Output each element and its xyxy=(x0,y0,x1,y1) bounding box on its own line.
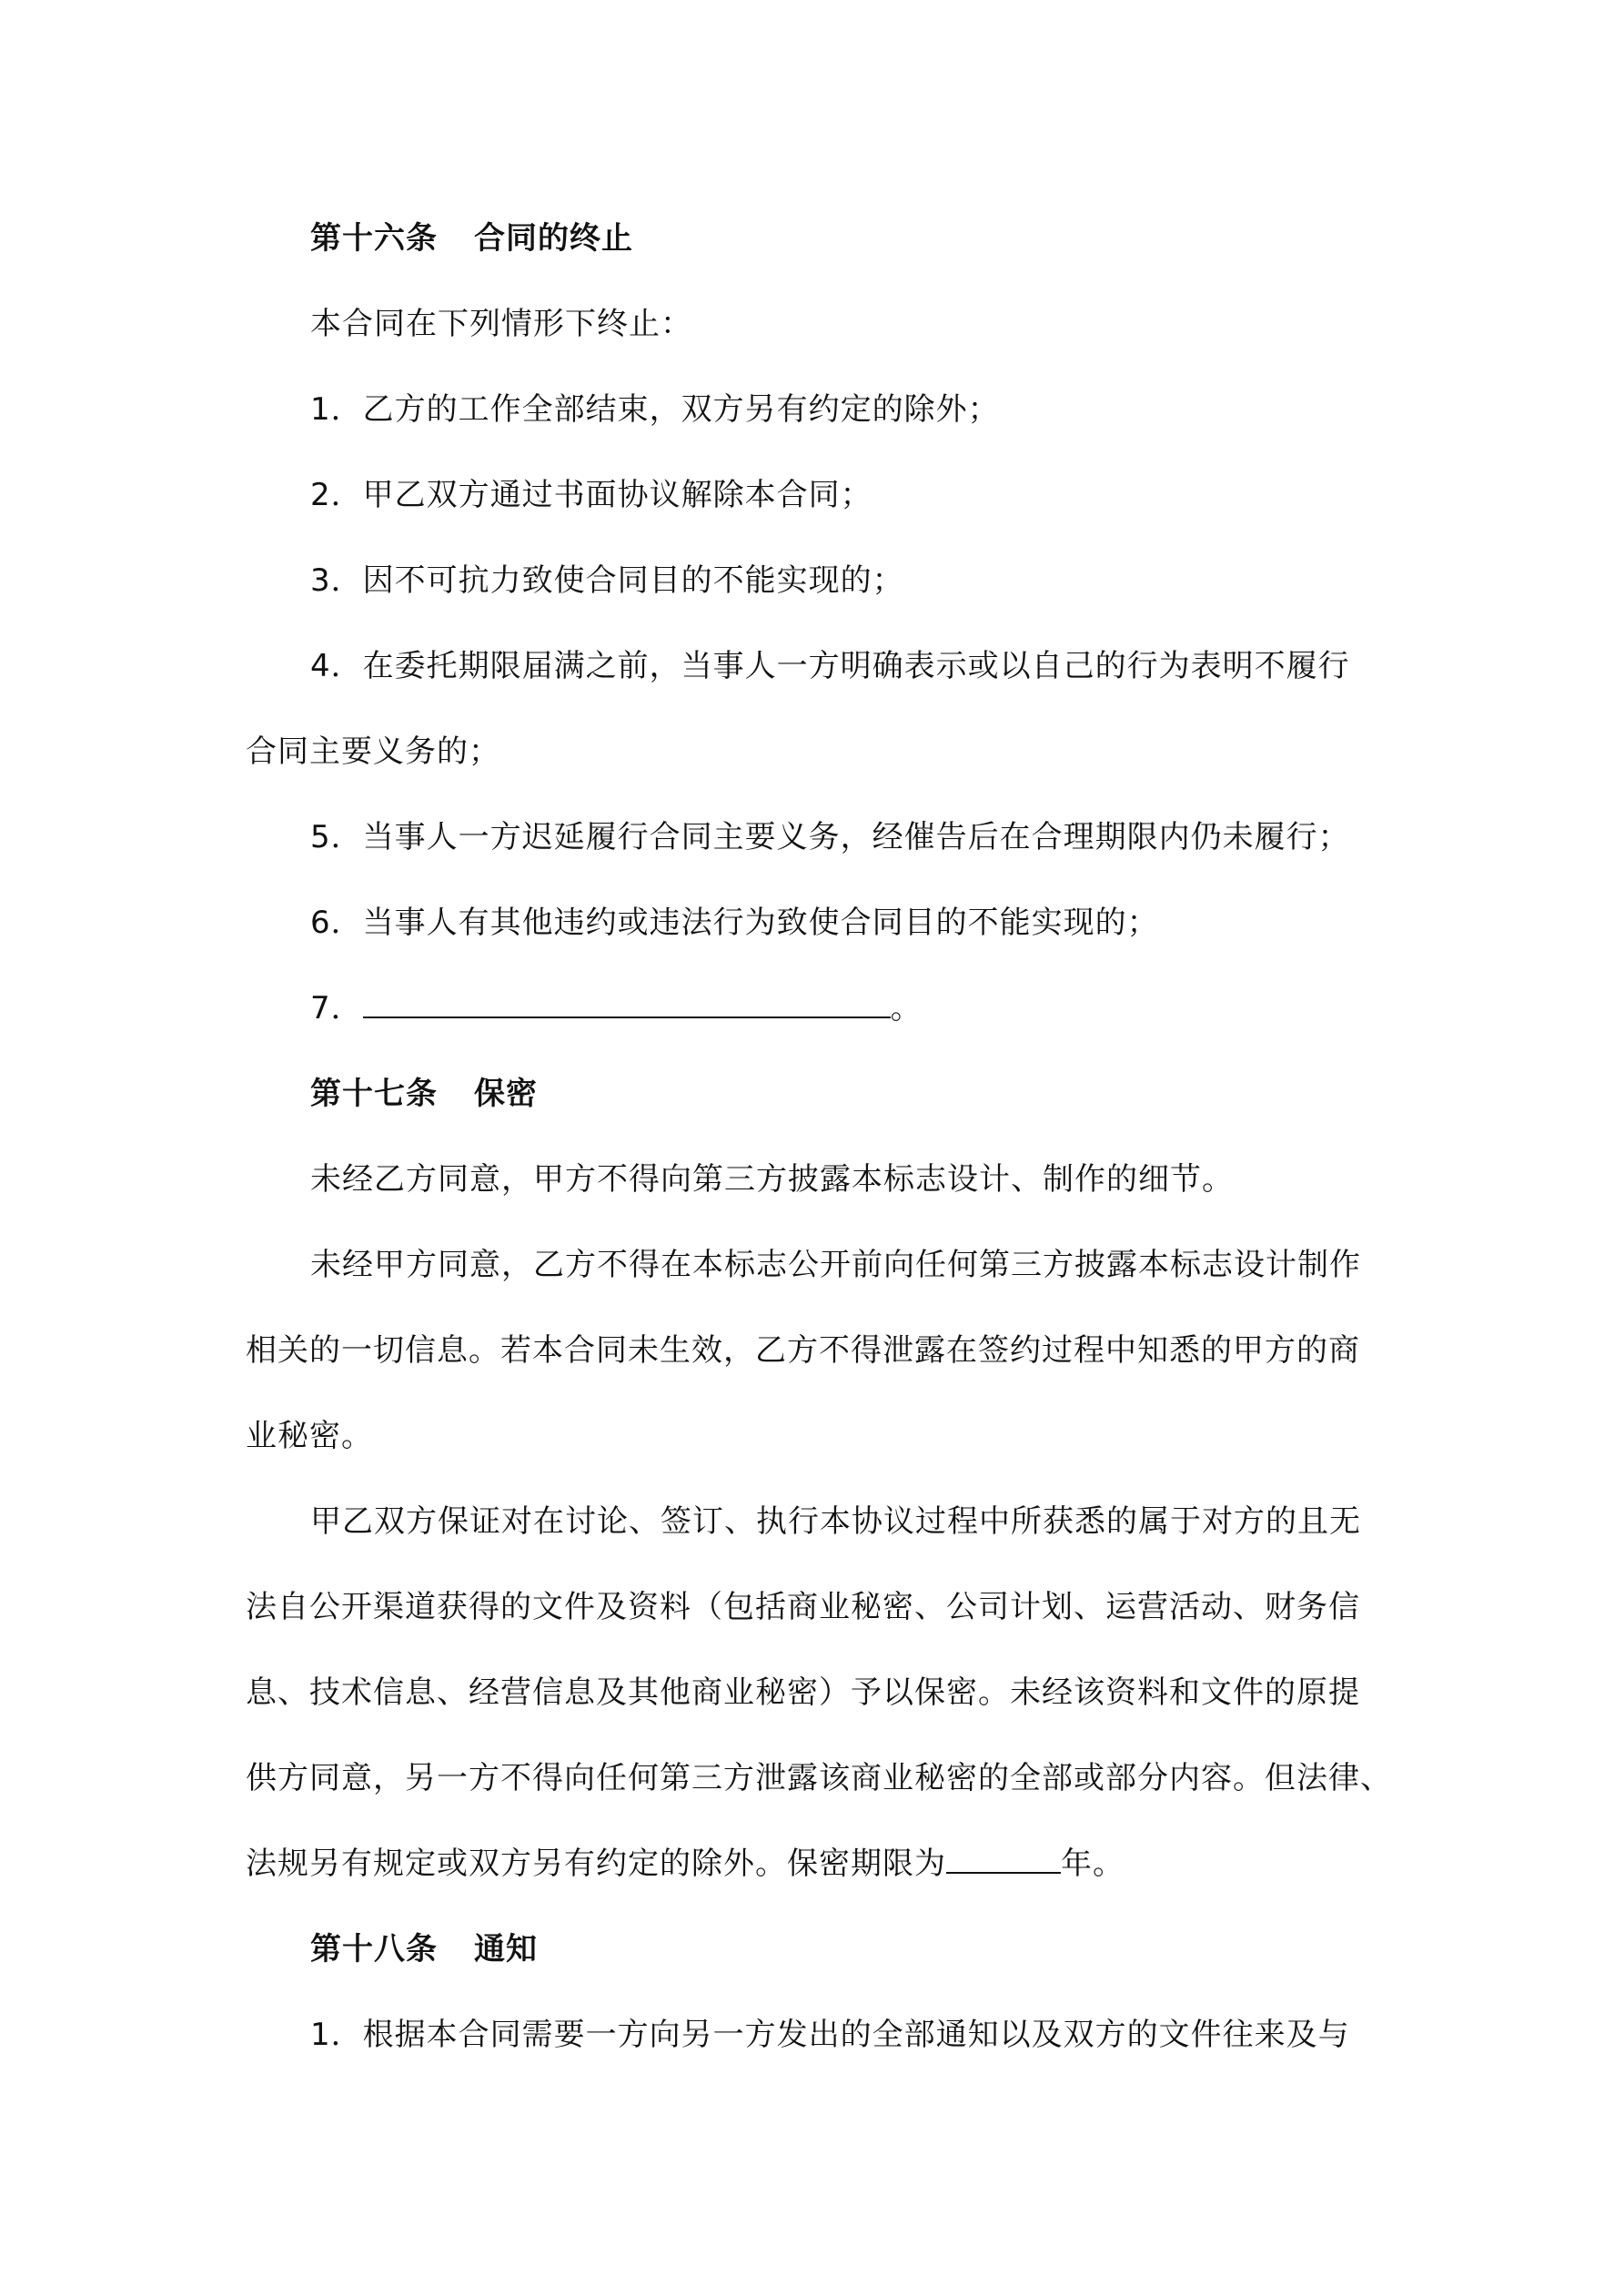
article-18-heading xyxy=(246,1926,1457,1973)
article-18-title: 通知 xyxy=(474,1931,538,1967)
article-17-paragraph-3-line-1: 甲乙双方保证对在讨论、签订、执行本协议过程中所获悉的属于对方的且无 xyxy=(310,1503,1361,1540)
article-16-item-7 xyxy=(246,985,1457,1032)
article-17-paragraph-3-line-5 xyxy=(246,1840,1392,1887)
confidentiality-term-suffix: 年。 xyxy=(1061,1846,1125,1882)
article-17-paragraph-2-line-1: 未经甲方同意，乙方不得在本标志公开前向任何第三方披露本标志设计制作 xyxy=(310,1247,1361,1283)
article-16-item-7-prefix: 7． xyxy=(310,990,363,1027)
article-16-item-6: 6．当事人有其他违约或违法行为致使合同目的不能实现的； xyxy=(310,905,1159,941)
article-17-paragraph-3-line-3: 息、技术信息、经营信息及其他商业秘密）予以保密。未经该资料和文件的原提 xyxy=(246,1674,1360,1711)
article-16-item-2: 2．甲乙双方通过书面协议解除本合同； xyxy=(310,477,873,513)
article-17-heading xyxy=(246,1070,1457,1118)
article-16-item-5: 5．当事人一方迟延履行合同主要义务，经催告后在合理期限内仍未履行； xyxy=(310,819,1350,855)
article-17-paragraph-2-line-2: 相关的一切信息。若本合同未生效，乙方不得泄露在签约过程中知悉的甲方的商 xyxy=(246,1332,1360,1369)
article-16-intro: 本合同在下列情形下终止： xyxy=(310,306,692,342)
article-17-number: 第十七条 xyxy=(310,1076,438,1112)
article-17-paragraph-1: 未经乙方同意，甲方不得向第三方披露本标志设计、制作的细节。 xyxy=(310,1161,1234,1198)
article-16-item-3: 3．因不可抗力致使合同目的不能实现的； xyxy=(310,562,904,599)
article-18-item-1-line-1: 1．根据本合同需要一方向另一方发出的全部通知以及双方的文件往来及与 xyxy=(310,2017,1350,2053)
article-17-paragraph-3-line-2: 法自公开渠道获得的文件及资料（包括商业秘密、公司计划、运营活动、财务信 xyxy=(246,1589,1360,1625)
article-16-title: 合同的终止 xyxy=(474,220,633,257)
article-17-title: 保密 xyxy=(474,1076,538,1112)
article-18-number: 第十八条 xyxy=(310,1931,438,1967)
article-16-item-4-line-2: 合同主要义务的； xyxy=(246,733,500,770)
article-16-number: 第十六条 xyxy=(310,220,438,257)
article-16-item-1: 1．乙方的工作全部结束，双方另有约定的除外； xyxy=(310,391,1000,428)
confidentiality-term-prefix: 法规另有规定或双方另有约定的除外。保密期限为 xyxy=(246,1846,946,1882)
article-16-item-7-suffix: 。 xyxy=(890,990,923,1027)
blank-fill-line xyxy=(363,987,891,1018)
article-16-item-4-line-1: 4．在委托期限届满之前，当事人一方明确表示或以自己的行为表明不履行 xyxy=(310,648,1350,684)
article-17-paragraph-3-line-4: 供方同意，另一方不得向任何第三方泄露该商业秘密的全部或部分内容。但法律、 xyxy=(246,1760,1392,1796)
blank-fill-line xyxy=(946,1843,1061,1874)
article-17-paragraph-2-line-3: 业秘密。 xyxy=(246,1418,373,1454)
article-16-heading xyxy=(246,215,1457,262)
